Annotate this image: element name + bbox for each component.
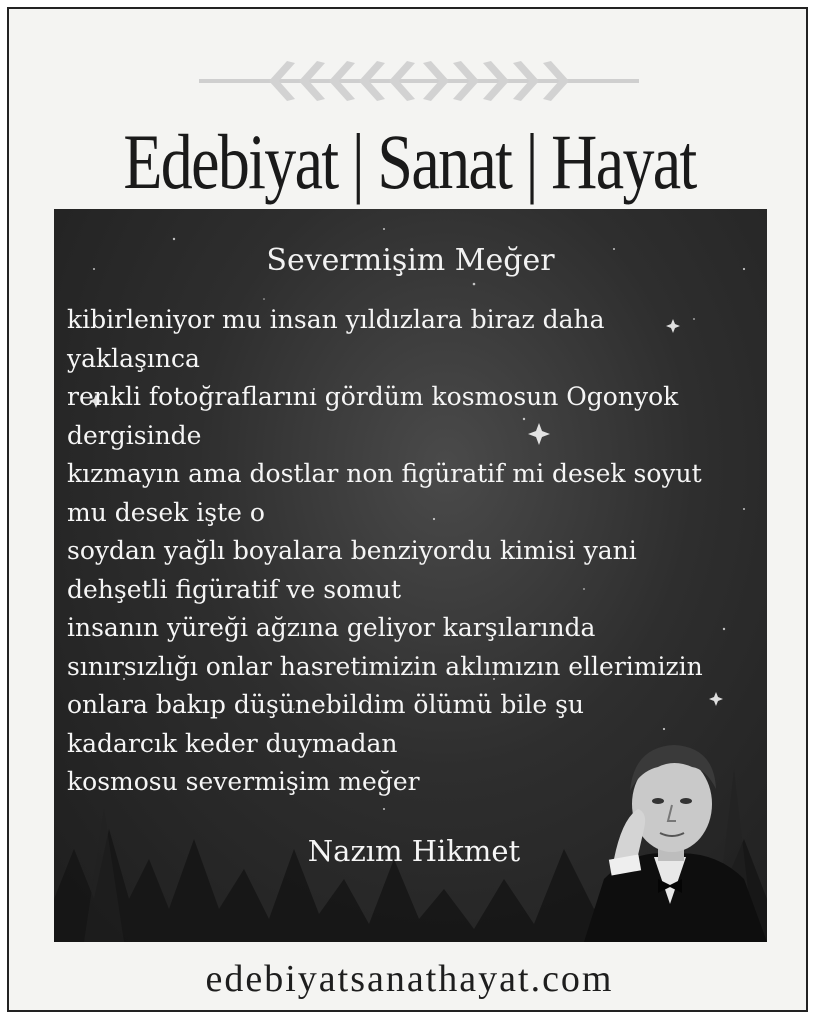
laurel-branch-icon bbox=[199, 53, 639, 109]
poem-line: sınırsızlığı onlar hasretimizin aklımızın ellerimizin bbox=[67, 651, 703, 681]
poem-line: yaklaşınca bbox=[67, 343, 200, 373]
poem-title: Severmişim Meğer bbox=[266, 243, 555, 278]
poem-line: kosmosu severmişim meğer bbox=[67, 767, 420, 796]
poem-body bbox=[67, 301, 757, 802]
page-frame bbox=[7, 7, 808, 1012]
poem-author: Nazım Hikmet bbox=[307, 834, 521, 868]
poem-line: dergisinde bbox=[67, 420, 202, 450]
site-title: Edebiyat | Sanat | Hayat bbox=[123, 118, 696, 205]
poem-line: mu desek işte o bbox=[67, 497, 265, 527]
poem-line: soydan yağlı boyalara benziyordu kimisi yani bbox=[67, 536, 637, 565]
poem-line: onlara bakıp düşünebildim ölümü bile şu bbox=[67, 690, 585, 719]
poem-line: kibirleniyor mu insan yıldızlara biraz daha bbox=[67, 305, 605, 334]
poem-line: dehşetli figüratif ve somut bbox=[67, 574, 401, 604]
poem-panel bbox=[54, 209, 767, 942]
author-portrait-image bbox=[574, 729, 767, 942]
poem-line: kızmayın ama dostlar non figüratif mi desek soyut bbox=[67, 459, 702, 488]
poem-line: kadarcık keder duymadan bbox=[67, 728, 398, 758]
site-url: edebiyatsanathayat.com bbox=[205, 958, 614, 1000]
poem-line: insanın yüreği ağzına geliyor karşılarında bbox=[67, 613, 596, 642]
poem-line: renkli fotoğraflarını gördüm kosmosun Ogonyok bbox=[67, 382, 679, 411]
